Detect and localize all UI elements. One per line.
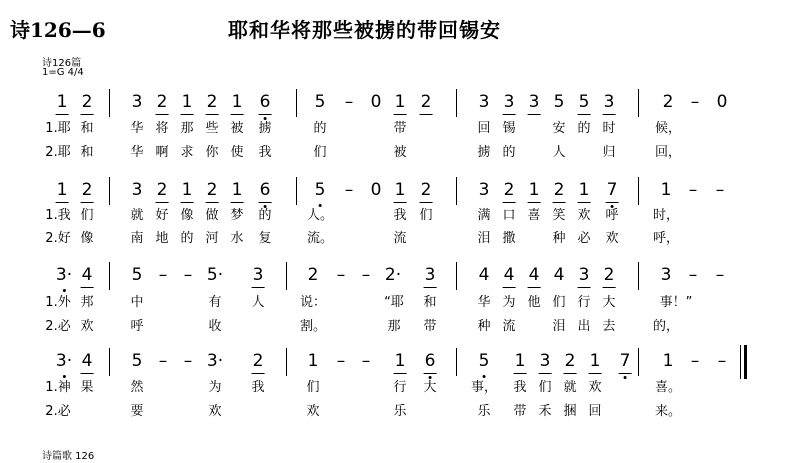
- bar-line: [286, 348, 287, 376]
- lyric-syllable: 邦: [80, 295, 94, 310]
- lyric-syllable: 欢: [577, 208, 591, 223]
- lyric-syllable: 们: [80, 208, 94, 223]
- lyric-syllable: 们: [538, 380, 552, 395]
- note: –: [336, 265, 346, 285]
- note: 1: [181, 92, 193, 112]
- bar-line: [638, 89, 639, 117]
- note: –: [361, 265, 371, 285]
- lyric-syllable: 带: [393, 121, 407, 136]
- lyric-syllable: 为: [208, 380, 222, 395]
- lyric-syllable: 你: [205, 145, 219, 160]
- note: –: [717, 351, 727, 371]
- lyric-syllable: 泪: [477, 231, 491, 246]
- lyric-syllable: 像: [180, 208, 194, 223]
- note: 4: [81, 265, 93, 285]
- lyric-syllable: 的: [180, 231, 194, 246]
- lyric-syllable: 有: [208, 295, 222, 310]
- lyric-syllable: 2.必: [45, 404, 71, 419]
- note: 1: [231, 92, 243, 112]
- lyric-syllable: 来。: [654, 404, 682, 419]
- lyric-syllable: 呼: [605, 208, 619, 223]
- footer-caption: 诗篇歌 126: [42, 451, 95, 462]
- lyric-syllable: 水: [230, 231, 244, 246]
- note: 1: [394, 180, 406, 200]
- lyric-syllable: 和: [80, 121, 94, 136]
- note: –: [336, 351, 346, 371]
- note: 1: [578, 180, 590, 200]
- lyric-syllable: 要: [130, 404, 144, 419]
- bar-line: [109, 262, 110, 290]
- lyric-syllable: 们: [313, 145, 327, 160]
- lyric-syllable: 们: [306, 380, 320, 395]
- note: 2: [206, 92, 218, 112]
- note: 2: [81, 180, 93, 200]
- note: 2: [603, 265, 615, 285]
- lyric-syllable: 呼，: [652, 231, 680, 246]
- note: 2: [553, 180, 565, 200]
- lyric-syllable: 将: [155, 121, 169, 136]
- lyric-syllable: 被: [230, 121, 244, 136]
- lyric-syllable: 就: [130, 208, 144, 223]
- note: 2: [307, 265, 319, 285]
- note: 2: [420, 92, 432, 112]
- note: 3: [131, 180, 143, 200]
- lyric-syllable: 种: [552, 231, 566, 246]
- lyric-syllable: 锡: [502, 121, 516, 136]
- note: 1: [394, 351, 406, 371]
- final-bar-line-thick: [744, 345, 747, 379]
- lyric-syllable: 华: [130, 121, 144, 136]
- lyric-syllable: 时: [602, 121, 616, 136]
- note: 5: [578, 92, 590, 112]
- lyric-syllable: 我: [258, 145, 272, 160]
- note: 2: [156, 180, 168, 200]
- lyric-syllable: 被: [393, 145, 407, 160]
- lyric-syllable: 像: [80, 231, 94, 246]
- lyric-syllable: 口: [502, 208, 516, 223]
- note: 1: [56, 92, 68, 112]
- lyric-syllable: 掳: [258, 121, 272, 136]
- lyric-syllable: 事，: [470, 380, 498, 395]
- lyric-syllable: 呼: [130, 319, 144, 334]
- note: 2: [206, 180, 218, 200]
- lyric-syllable: 收: [208, 319, 222, 334]
- note: –: [158, 351, 168, 371]
- bar-line: [286, 262, 287, 290]
- note: –: [361, 351, 371, 371]
- lyric-syllable: 们: [552, 295, 566, 310]
- lyric-syllable: 2.好: [45, 231, 71, 246]
- lyric-syllable: 和: [80, 145, 94, 160]
- lyric-syllable: 喜。: [654, 380, 682, 395]
- lyric-syllable: 去: [602, 319, 616, 334]
- lyric-syllable: 我: [393, 208, 407, 223]
- lyric-syllable: 2.必: [45, 319, 71, 334]
- lyric-syllable: 1.神: [45, 380, 71, 395]
- lyric-syllable: 的，: [652, 319, 680, 334]
- note: 3: [478, 180, 490, 200]
- note: 3: [578, 265, 590, 285]
- lyric-syllable: 事！”: [659, 295, 693, 310]
- lyric-syllable: “耶: [384, 295, 404, 310]
- lyric-syllable: 欢: [605, 231, 619, 246]
- note: 2: [420, 180, 432, 200]
- lyric-syllable: 乐: [393, 404, 407, 419]
- note: 5: [131, 265, 143, 285]
- bar-line: [109, 348, 110, 376]
- note: 4: [478, 265, 490, 285]
- lyric-syllable: 候，: [654, 121, 682, 136]
- bar-line: [638, 177, 639, 205]
- note: 4: [528, 265, 540, 285]
- lyric-syllable: 捆: [563, 404, 577, 419]
- note: 1: [662, 351, 674, 371]
- lyric-syllable: 人: [251, 295, 265, 310]
- bar-line: [638, 262, 639, 290]
- note: –: [183, 265, 193, 285]
- note: 2·: [384, 265, 402, 285]
- lyric-syllable: 好: [155, 208, 169, 223]
- note: 5: [131, 351, 143, 371]
- lyric-syllable: 割。: [299, 319, 327, 334]
- note: –: [344, 92, 354, 112]
- note: 3: [424, 265, 436, 285]
- note: 3·: [55, 265, 73, 285]
- lyric-syllable: 地: [155, 231, 169, 246]
- lyric-syllable: 种: [477, 319, 491, 334]
- lyric-syllable: 的: [258, 208, 272, 223]
- lyric-syllable: 的: [502, 145, 516, 160]
- lyric-syllable: 行: [393, 380, 407, 395]
- lyric-syllable: 做: [205, 208, 219, 223]
- note: 5: [478, 351, 490, 371]
- lyric-syllable: 欢: [588, 380, 602, 395]
- hymn-number: 诗126—6: [10, 18, 106, 42]
- lyric-syllable: 和: [423, 295, 437, 310]
- note: 1: [181, 180, 193, 200]
- lyric-syllable: 2.耶: [45, 145, 71, 160]
- note: 4: [81, 351, 93, 371]
- bar-line: [456, 348, 457, 376]
- note: 1: [56, 180, 68, 200]
- lyric-syllable: 使: [230, 145, 244, 160]
- note: 2: [662, 92, 674, 112]
- note: 5: [314, 180, 326, 200]
- final-bar-line-thin: [740, 345, 741, 379]
- note: 7: [606, 180, 618, 200]
- lyric-syllable: 人。: [306, 208, 334, 223]
- lyric-syllable: 果: [80, 380, 94, 395]
- lyric-syllable: 满: [477, 208, 491, 223]
- note: 3·: [55, 351, 73, 371]
- note: 3: [528, 92, 540, 112]
- lyric-syllable: 带: [423, 319, 437, 334]
- note: 0: [716, 92, 728, 112]
- lyric-syllable: 欢: [306, 404, 320, 419]
- hymn-title: 耶和华将那些被掳的带回锡安: [228, 18, 501, 42]
- note: 7: [619, 351, 631, 371]
- note: 1: [660, 180, 672, 200]
- lyric-syllable: 乐: [477, 404, 491, 419]
- bar-line: [109, 177, 110, 205]
- note: 2: [252, 351, 264, 371]
- note: 1: [589, 351, 601, 371]
- note: 5: [553, 92, 565, 112]
- note: 2: [81, 92, 93, 112]
- note: –: [688, 180, 698, 200]
- lyric-syllable: 大: [602, 295, 616, 310]
- lyric-syllable: 撒: [502, 231, 516, 246]
- lyric-syllable: 华: [477, 295, 491, 310]
- lyric-syllable: 1.耶: [45, 121, 71, 136]
- lyric-syllable: 行: [577, 295, 591, 310]
- lyric-syllable: 求: [180, 145, 194, 160]
- lyric-syllable: 1.外: [45, 295, 71, 310]
- lyric-syllable: 欢: [208, 404, 222, 419]
- lyric-syllable: 喜: [527, 208, 541, 223]
- lyric-syllable: 那: [180, 121, 194, 136]
- bar-line: [456, 262, 457, 290]
- note: 1: [528, 180, 540, 200]
- lyric-syllable: 带: [513, 404, 527, 419]
- note: 1: [307, 351, 319, 371]
- lyric-syllable: 那: [387, 319, 401, 334]
- lyric-syllable: 们: [419, 208, 433, 223]
- bar-line: [296, 177, 297, 205]
- lyric-syllable: 人: [552, 145, 566, 160]
- lyric-syllable: 复: [258, 231, 272, 246]
- lyric-syllable: 大: [423, 380, 437, 395]
- note: 2: [156, 92, 168, 112]
- lyric-syllable: 回: [477, 121, 491, 136]
- note: 3·: [206, 351, 224, 371]
- bar-line: [109, 89, 110, 117]
- note: 4: [503, 265, 515, 285]
- source-ref: 诗126篇: [42, 58, 82, 69]
- note: –: [688, 265, 698, 285]
- lyric-syllable: 流: [502, 319, 516, 334]
- lyric-syllable: 的: [577, 121, 591, 136]
- lyric-syllable: 就: [563, 380, 577, 395]
- note: 1: [514, 351, 526, 371]
- note: –: [158, 265, 168, 285]
- lyric-syllable: 笑: [552, 208, 566, 223]
- note: 3: [478, 92, 490, 112]
- note: 3: [131, 92, 143, 112]
- note: 0: [370, 180, 382, 200]
- lyric-syllable: 回，: [654, 145, 682, 160]
- lyric-syllable: 南: [130, 231, 144, 246]
- lyric-syllable: 流: [393, 231, 407, 246]
- lyric-syllable: 然: [130, 380, 144, 395]
- note: 1: [231, 180, 243, 200]
- lyric-syllable: 流。: [306, 231, 334, 246]
- note: –: [183, 351, 193, 371]
- lyric-syllable: 回: [588, 404, 602, 419]
- note: 3: [603, 92, 615, 112]
- note: 5: [314, 92, 326, 112]
- note: –: [344, 180, 354, 200]
- lyric-syllable: 必: [577, 231, 591, 246]
- bar-line: [296, 89, 297, 117]
- lyric-syllable: 华: [130, 145, 144, 160]
- note: –: [690, 351, 700, 371]
- lyric-syllable: 的: [313, 121, 327, 136]
- lyric-syllable: 我: [251, 380, 265, 395]
- note: –: [715, 180, 725, 200]
- note: 6: [424, 351, 436, 371]
- lyric-syllable: 中: [130, 295, 144, 310]
- note: 5·: [206, 265, 224, 285]
- lyric-syllable: 出: [577, 319, 591, 334]
- note: 0: [370, 92, 382, 112]
- lyric-syllable: 梦: [230, 208, 244, 223]
- bar-line: [638, 348, 639, 376]
- note: 3: [252, 265, 264, 285]
- note: 3: [660, 265, 672, 285]
- lyric-syllable: 禾: [538, 404, 552, 419]
- bar-line: [456, 89, 457, 117]
- note: 6: [259, 180, 271, 200]
- note: 6: [259, 92, 271, 112]
- lyric-syllable: 时，: [652, 208, 680, 223]
- lyric-syllable: 安: [552, 121, 566, 136]
- lyric-syllable: 说：: [299, 295, 327, 310]
- note: 4: [553, 265, 565, 285]
- lyric-syllable: 掳: [477, 145, 491, 160]
- lyric-syllable: 为: [502, 295, 516, 310]
- lyric-syllable: 泪: [552, 319, 566, 334]
- note: –: [690, 92, 700, 112]
- lyric-syllable: 我: [513, 380, 527, 395]
- note: 3: [539, 351, 551, 371]
- lyric-syllable: 欢: [80, 319, 94, 334]
- note: 1: [394, 92, 406, 112]
- lyric-syllable: 河: [205, 231, 219, 246]
- lyric-syllable: 些: [205, 121, 219, 136]
- key-time-signature: 1=G 4/4: [42, 67, 84, 78]
- lyric-syllable: 1.我: [45, 208, 71, 223]
- note: 3: [503, 92, 515, 112]
- note: –: [715, 265, 725, 285]
- bar-line: [456, 177, 457, 205]
- lyric-syllable: 他: [527, 295, 541, 310]
- lyric-syllable: 归: [602, 145, 616, 160]
- note: 2: [503, 180, 515, 200]
- lyric-syllable: 啊: [155, 145, 169, 160]
- note: 2: [564, 351, 576, 371]
